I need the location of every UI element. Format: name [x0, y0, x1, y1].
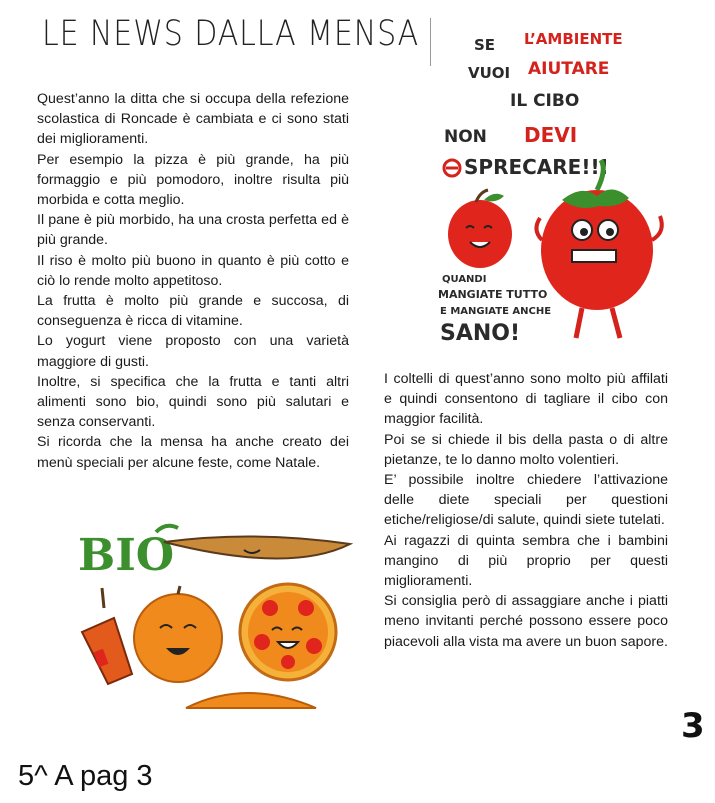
bread-illustration [164, 536, 350, 558]
page-number-mark: 3 [681, 706, 705, 746]
right-column [384, 369, 668, 652]
poster-text: E MANGIATE ANCHE [440, 306, 552, 317]
poster-text: SANO! [440, 321, 521, 346]
article-paragraph: Inoltre, si specifica che la frutta e tanti altri alimenti sono bio, quindi sono più salutari e senza conservanti. [37, 373, 349, 431]
anti-waste-poster [432, 14, 672, 354]
poster-text: SPRECARE!!! [464, 155, 609, 179]
footer-caption: 5^ A pag 3 [18, 760, 153, 792]
article-paragraph: Il riso è molto più buono in quanto è più cotto e ciò lo rende molto appetitoso. [37, 252, 349, 289]
poster-text: MANGIATE TUTTO [438, 288, 548, 301]
poster-text: SE [474, 36, 496, 54]
poster-text: VUOI [468, 64, 511, 82]
poster-text: DEVI [524, 123, 578, 147]
poster-text: QUANDI [442, 274, 487, 285]
bread-illustration [186, 693, 316, 708]
article-paragraph: Quest’anno la ditta che si occupa della refezione scolastica di Roncade è cambiata e ci sono stati dei miglioramenti. [37, 91, 349, 148]
poster-text: NON [444, 127, 487, 147]
article-paragraph: Si ricorda che la mensa ha anche creato dei menù speciali per alcune feste, come Natale. [37, 434, 349, 471]
poster-text: L’AMBIENTE [524, 30, 623, 48]
article-paragraph: I coltelli di quest’anno sono molto più affilati e quindi consentono di tagliare il cibo con maggior facilità. [384, 371, 668, 428]
yogurt-illustration [82, 588, 132, 684]
article-paragraph: Il pane è più morbido, ha una crosta perfetta ed è più grande. [37, 212, 349, 249]
tomato-illustration [536, 160, 661, 338]
left-column [37, 89, 349, 473]
orange-illustration [134, 586, 222, 682]
article-paragraph: E’ possibile inoltre chiedere l’attivazione delle diete speciali per questioni etiche/religiose/di salute, quindi siete tutelati. [384, 472, 668, 529]
title-divider [430, 18, 431, 66]
article-paragraph: Poi se si chiede il bis della pasta o di altre pietanze, te lo danno molto volentieri. [384, 431, 668, 468]
article-paragraph: Ai ragazzi di quinta sembra che i bambini mangino di più proprio per questi miglioramenti. [384, 532, 668, 590]
article-paragraph: La frutta è molto più grande e succosa, di conseguenza è ricca di vitamine. [37, 293, 349, 330]
article-paragraph: Si consiglia però di assaggiare anche i piatti meno invitanti perché possono essere poco piacevoli alla vista ma avere un buon sapore. [384, 593, 668, 650]
article-paragraph: Lo yogurt viene proposto con una varietà maggiore di gusti. [37, 333, 349, 370]
prohibition-icon [444, 160, 460, 176]
bio-label: BIO [78, 530, 175, 581]
poster-text: IL CIBO [510, 91, 580, 111]
apple-illustration [448, 190, 512, 268]
page-title: LE NEWS DALLA MENSA [42, 14, 420, 54]
bio-food-illustration [74, 512, 356, 712]
pizza-illustration [240, 584, 336, 680]
poster-text: AIUTARE [528, 59, 610, 79]
article-paragraph: Per esempio la pizza è più grande, ha più formaggio e più pomodoro, inoltre risulta più morbida e cotta meglio. [37, 151, 349, 209]
